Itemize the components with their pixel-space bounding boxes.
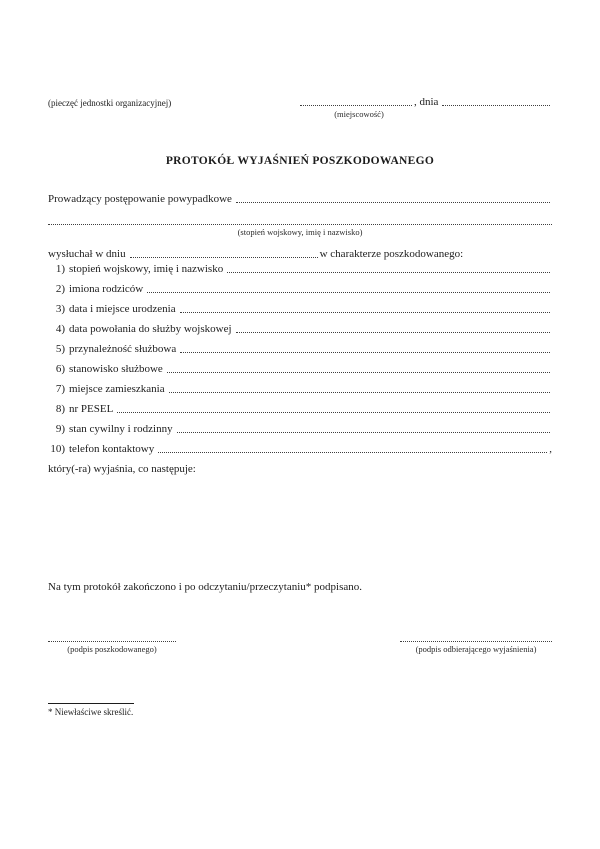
item-label: przynależność służbowa	[69, 343, 177, 355]
conductor-label: Prowadzący postępowanie powypadkowe	[48, 193, 232, 205]
item-number: 10)	[50, 443, 65, 455]
fill-in-line	[167, 371, 550, 373]
fill-in-line	[236, 331, 550, 333]
items-list	[48, 255, 552, 455]
footnote	[48, 703, 552, 717]
place-fill-in-line	[300, 104, 412, 106]
signature-injured	[48, 628, 176, 654]
fill-in-line	[227, 271, 550, 273]
rank-name-caption: (stopień wojskowy, imię i nazwisko)	[237, 227, 363, 237]
form-item-row	[48, 275, 552, 295]
explains-label: który(-ra) wyjaśnia, co następuje:	[48, 463, 196, 475]
fill-in-line	[169, 391, 550, 393]
conductor-line-2	[48, 209, 552, 227]
conductor-fill-in-line-2	[48, 223, 552, 225]
fill-in-line	[180, 351, 550, 353]
heard-suffix-label: w charakterze poszkodowanego:	[319, 248, 464, 260]
form-item-row	[48, 315, 552, 335]
item-number: 6)	[55, 363, 65, 375]
form-item-row	[48, 435, 552, 455]
fill-in-line	[147, 291, 550, 293]
signatures	[48, 628, 552, 654]
form-item-row	[48, 355, 552, 375]
heard-prefix-label: wysłuchał w dniu	[48, 248, 126, 260]
place-caption: (miejscowość)	[334, 109, 384, 119]
fill-in-line	[177, 431, 550, 433]
item-label: telefon kontaktowy	[69, 443, 155, 455]
item-label: stopień wojskowy, imię i nazwisko	[69, 263, 224, 275]
date-line	[300, 94, 552, 108]
form-item-row	[48, 295, 552, 315]
date-fill-in-line	[442, 104, 550, 106]
page-title: PROTOKÓŁ WYJAŚNIEŃ POSZKODOWANEGO	[165, 155, 435, 167]
document-header	[48, 94, 552, 119]
item-number: 3)	[55, 303, 65, 315]
heard-date-fill-in-line	[130, 256, 318, 258]
item-number: 7)	[55, 383, 65, 395]
form-item-row	[48, 415, 552, 435]
date-block	[300, 94, 552, 119]
item-label: nr PESEL	[69, 403, 114, 415]
item-label: data powołania do służby wojskowej	[69, 323, 232, 335]
stamp-label: (pieczęć jednostki organizacyjnej)	[48, 98, 172, 108]
item-label: stanowisko służbowe	[69, 363, 163, 375]
item-number: 8)	[55, 403, 65, 415]
item-trailing: ,	[549, 443, 552, 455]
item-number: 2)	[55, 283, 65, 295]
signature-receiver-caption: (podpis odbierającego wyjaśnienia)	[415, 644, 537, 654]
fill-in-line	[180, 311, 550, 313]
form-item-row	[48, 375, 552, 395]
fill-in-line	[158, 451, 547, 453]
item-label: stan cywilny i rodzinny	[69, 423, 173, 435]
item-number: 9)	[55, 423, 65, 435]
closing-statement: Na tym protokół zakończono i po odczytaniu/przeczytaniu* podpisano.	[48, 581, 363, 593]
conductor-fill-in-line	[236, 201, 550, 203]
conductor-line	[48, 187, 552, 205]
item-label: miejsce zamieszkania	[69, 383, 165, 395]
signature-receiver-line	[400, 628, 552, 642]
signature-injured-line	[48, 628, 176, 642]
item-number: 1)	[55, 263, 65, 275]
footnote-text: * Niewłaściwe skreślić.	[48, 707, 134, 717]
fill-in-line	[117, 411, 550, 413]
item-number: 5)	[55, 343, 65, 355]
item-number: 4)	[55, 323, 65, 335]
footnote-rule	[48, 703, 134, 704]
item-label: imiona rodziców	[69, 283, 144, 295]
form-item-row	[48, 395, 552, 415]
dnia-label: , dnia	[414, 96, 439, 108]
form-item-row	[48, 335, 552, 355]
item-label: data i miejsce urodzenia	[69, 303, 176, 315]
signature-receiver	[400, 628, 552, 654]
signature-injured-caption: (podpis poszkodowanego)	[67, 644, 157, 654]
